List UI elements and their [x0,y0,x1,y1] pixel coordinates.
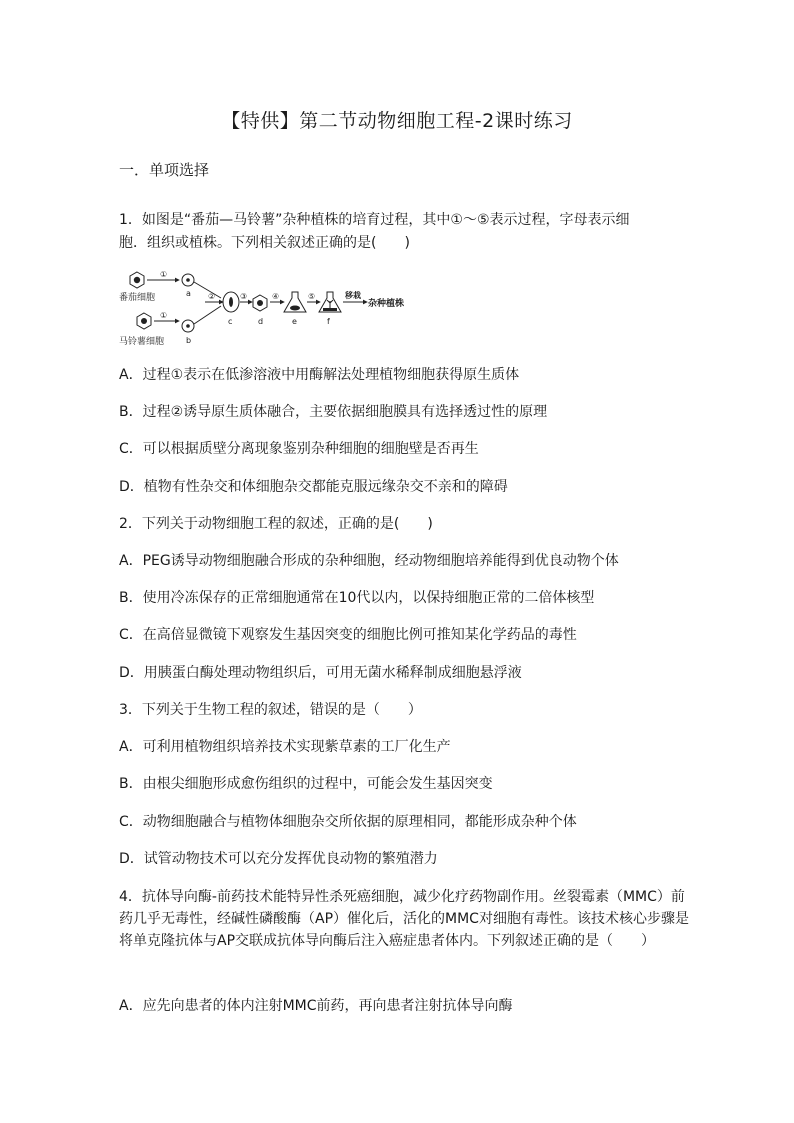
step-1-bottom-label: ① [160,311,168,320]
question-1-option-d: D．植物有性杂交和体细胞杂交都能克服远缘杂交不亲和的障碍 [119,479,508,495]
question-2-option-c: C．在高倍显微镜下观察发生基因突变的细胞比例可推知某化学药品的毒性 [119,627,577,643]
tomato-cell-label: 番茄细胞 [119,293,156,303]
question-3-option-d: D．试管动物技术可以充分发挥优良动物的繁殖潜力 [119,851,438,867]
plantlet-flask-f-icon [319,292,341,312]
hybrid-plant-label: 杂种植株 [368,299,405,309]
question-3-stem: 3．下列关于生物工程的叙述，错误的是（ ） [119,702,422,718]
question-2-stem: 2．下列关于动物细胞工程的叙述，正确的是( ) [119,516,433,532]
question-2-option-d: D．用胰蛋白酶处理动物组织后，可用无菌水稀释制成细胞悬浮液 [119,665,522,681]
step-3-label: ③ [240,292,248,301]
question-1-stem-line1: 1．如图是“番茄—马铃薯”杂种植株的培育过程，其中①～⑤表示过程，字母表示细 [119,212,630,228]
question-3-option-c: C．动物细胞融合与植物体细胞杂交所依据的原理相同，都能形成杂种个体 [119,814,577,830]
step-2-label: ② [208,292,216,301]
hybrid-cell-d-icon [253,295,267,311]
step-4-label: ④ [272,292,280,301]
question-3-option-a: A．可利用植物组织培养技术实现紫草素的工厂化生产 [119,739,451,755]
section-heading: 一．单项选择 [119,161,210,179]
question-2-option-a: A．PEG诱导动物细胞融合形成的杂种细胞，经动物细胞培养能得到优良动物个体 [119,553,619,569]
tomato-cell-icon [130,272,144,288]
question-1-option-b: B．过程②诱导原生质体融合，主要依据细胞膜具有选择透过性的原理 [119,404,548,420]
question-3-option-b: B．由根尖细胞形成愈伤组织的过程中，可能会发生基因突变 [119,776,493,792]
hybrid-plant-process-diagram [117,268,437,352]
label-a: a [186,289,191,298]
protoplast-b-icon [182,320,194,332]
label-d: d [258,317,264,326]
callus-flask-e-icon [284,292,306,312]
question-1-option-c: C．可以根据质壁分离现象鉴别杂种细胞的细胞壁是否再生 [119,441,479,457]
question-4-stem: 4．抗体导向酶-前药技术能特异性杀死癌细胞，减少化疗药物副作用。丝裂霉素（MMC）前药几乎无毒性，经碱性磷酸酶（AP）催化后，活化的MMC对细胞有毒性。该技术核心步骤是将单克隆抗体与AP交联成抗体导向酶后注入癌症患者体内。下列叙述正确的是（ ） [119,889,689,949]
question-1-option-a: A．过程①表示在低渗溶液中用酶解法处理植物细胞获得原生质体 [119,367,520,383]
step-1-top-label: ① [160,270,168,279]
page-title: 【特供】第二节动物细胞工程-2课时练习 [221,110,573,132]
step-5-label: ⑤ [308,292,316,301]
label-b: b [186,336,192,345]
protoplast-a-icon [182,274,194,286]
label-c: c [228,317,233,326]
transplant-label: 移栽 [345,291,361,300]
potato-cell-label: 马铃薯细胞 [119,337,165,347]
label-e: e [292,317,297,326]
potato-cell-icon [137,313,151,329]
question-1-stem-line2: 胞．组织或植株。下列相关叙述正确的是( ) [119,235,410,251]
label-f: f [327,317,330,326]
question-2-option-b: B．使用冷冻保存的正常细胞通常在10代以内，以保持细胞正常的二倍体核型 [119,590,595,606]
question-4-option-a: A．应先向患者的体内注射MMC前药，再向患者注射抗体导向酶 [119,998,513,1014]
fused-cell-c-icon [223,292,239,312]
